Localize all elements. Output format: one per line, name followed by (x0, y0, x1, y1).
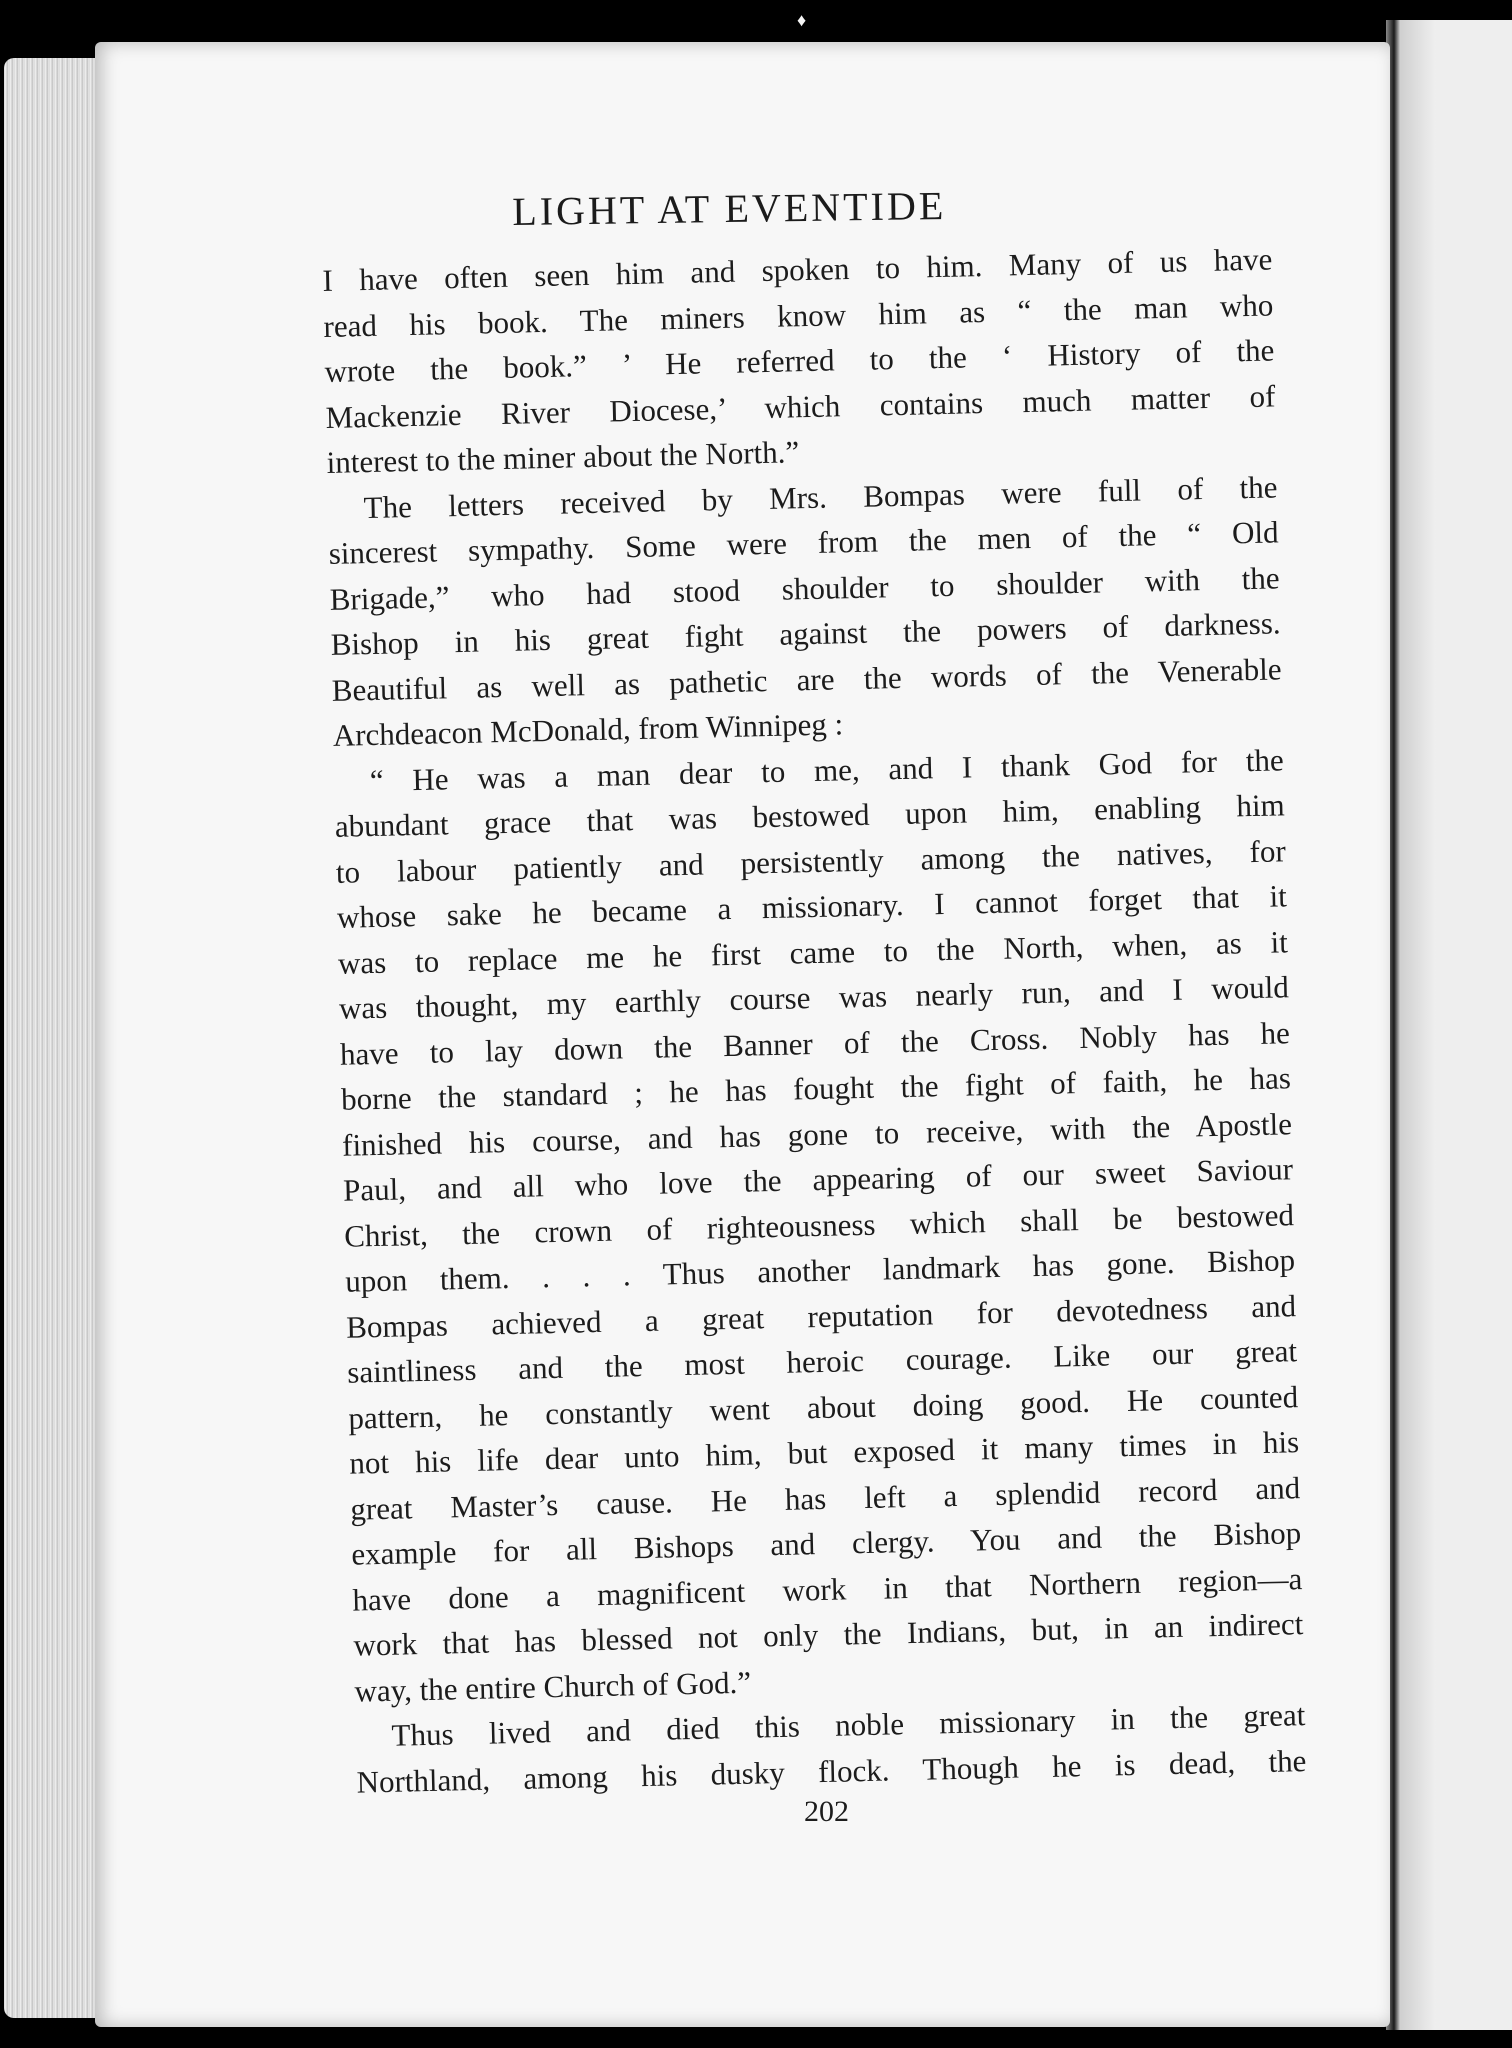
body-text (322, 236, 1307, 1804)
text-line: upon them. . . . Thus another landmark has gone. Bishop (344, 1242, 1296, 1299)
text-line: finished his course, and has gone to receive, with the Apostle (341, 1105, 1293, 1163)
text-line: Archdeacon McDonald, from Winnipeg : (332, 706, 844, 753)
text-line: The letters received by Mrs. Bompas were full of the (363, 468, 1278, 525)
running-head: LIGHT AT EVENTIDE (512, 182, 947, 234)
text-line: “ He was a man dear to me, and I thank God for the (369, 741, 1285, 798)
text-line: Mackenzie River Diocese,’ which contains much matter of (325, 377, 1276, 435)
text-line: Northland, among his dusky flock. Though he is dead, the (356, 1742, 1307, 1800)
text-line: wrote the book.” ’ He referred to the ‘ History of the (324, 332, 1275, 389)
text-line: Bompas achieved a great reputation for devotedness and (345, 1287, 1297, 1345)
text-line: was thought, my earthly course was nearly run, and I would (338, 969, 1290, 1026)
book-gutter (1386, 20, 1436, 2030)
text-line: way, the entire Church of God.” (354, 1664, 752, 1709)
text-line: sincerest sympathy. Some were from the men of the “ Old (328, 514, 1279, 571)
text-line: Beautiful as well as pathetic are the words of the Venerable (331, 650, 1282, 708)
facing-page-edge (1436, 20, 1512, 2030)
text-line: not his life dear unto him, but exposed it many times in his (348, 1424, 1300, 1481)
text-line: interest to the miner about the North.” (326, 434, 800, 480)
text-line: Christ, the crown of righteousness which shall be bestowed (343, 1196, 1295, 1254)
text-line: saintliness and the most heroic courage. Like our great (346, 1333, 1298, 1390)
text-line: example for all Bishops and clergy. You and the Bishop (351, 1515, 1302, 1572)
text-line: have to lay down the Banner of the Cross. Nobly has he (339, 1014, 1291, 1072)
text-line: Paul, and all who love the appearing of our sweet Saviour (342, 1151, 1294, 1208)
text-line: to labour patiently and persistently among the natives, for (335, 832, 1287, 890)
text-line: Brigade,” who had stood shoulder to shoulder with the (329, 559, 1280, 617)
text-line: abundant grace that was bestowed upon him, enabling him (334, 787, 1286, 844)
text-line: borne the standard ; he has fought the fight of faith, he has (340, 1060, 1292, 1117)
text-line: Thus lived and died this noble missionary in the great (391, 1697, 1306, 1753)
text-line: pattern, he constantly went about doing good. He counted (347, 1378, 1299, 1436)
text-line: was to replace me he first came to the North, when, as it (337, 923, 1289, 981)
text-line: work that has blessed not only the Indians, but, in an indirect (353, 1606, 1304, 1663)
page-number: 202 (804, 1795, 849, 1828)
text-line: Bishop in his great fight against the powers of darkness. (330, 605, 1281, 662)
text-line: have done a magnificent work in that Northern region—a (352, 1560, 1303, 1618)
text-line: great Master’s cause. He has left a splendid record and (349, 1469, 1301, 1527)
text-line: whose sake he became a missionary. I cannot forget that it (336, 878, 1288, 935)
top-mark-icon: ♦ (797, 10, 807, 30)
text-line: I have often seen him and spoken to him. Many of us have (322, 241, 1273, 298)
text-line: read his book. The miners know him as “ the man who (323, 286, 1274, 344)
